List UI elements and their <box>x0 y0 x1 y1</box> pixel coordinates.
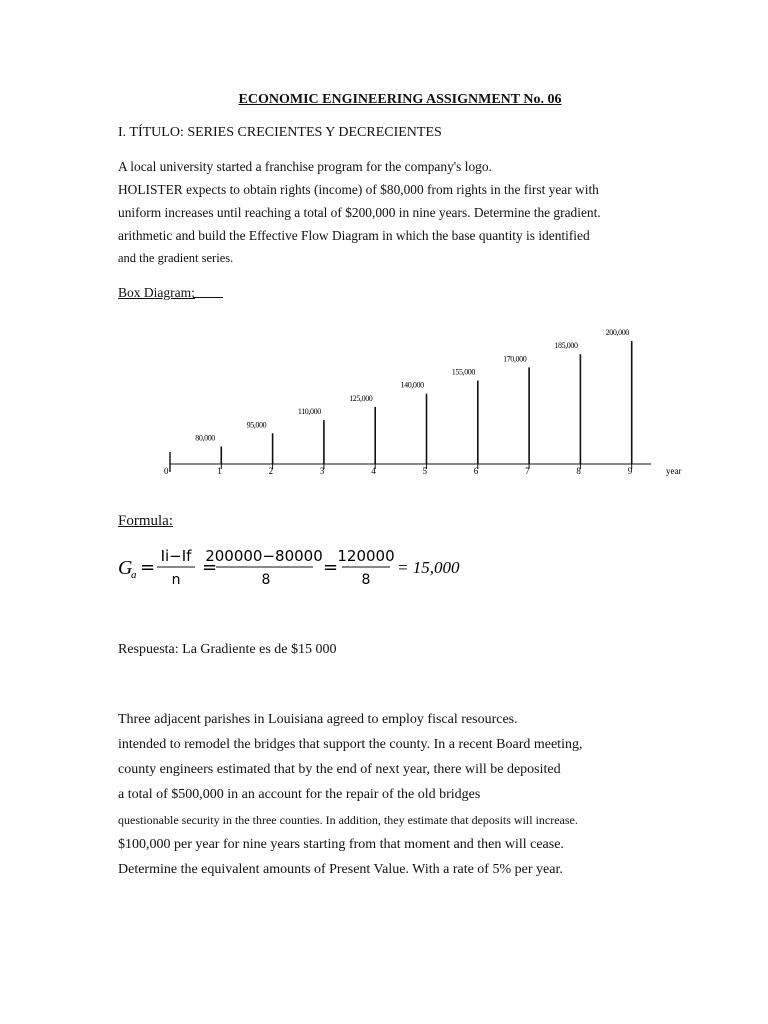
paragraph1-line: A local university started a franchise program for the company's logo. <box>118 159 492 174</box>
x-tick-label: 4 <box>371 466 376 476</box>
frac3-numerator: 120000 <box>337 547 395 565</box>
data-label: 95,000 <box>246 420 267 430</box>
x-tick-label: 6 <box>473 466 479 476</box>
data-label: 125,000 <box>349 393 373 403</box>
data-label: 140,000 <box>400 380 424 390</box>
paragraph1-line: uniform increases until reaching a total of $200,000 in nine years. Determine the gradient. <box>118 205 601 220</box>
x-tick-label: 0 <box>164 466 169 476</box>
x-tick-label: 8 <box>576 466 581 476</box>
formula-label: Formula: <box>118 513 173 529</box>
paragraph2-line: Determine the equivalent amounts of Present Value. With a rate of 5% per year. <box>118 862 563 877</box>
frac3-denominator: 8 <box>361 572 371 588</box>
frac1-denominator: n <box>171 572 181 588</box>
data-label: 110,000 <box>297 407 321 417</box>
formula-equals: = <box>202 557 218 578</box>
x-tick-label: 3 <box>319 466 325 476</box>
chart-layer <box>164 328 682 476</box>
gradient-formula <box>110 540 490 596</box>
paragraph2-line: Three adjacent parishes in Louisiana agreed to employ fiscal resources. <box>118 712 518 727</box>
data-label: 185,000 <box>554 341 578 351</box>
paragraph2-line: questionable security in the three counties. In addition, they estimate that deposits will increase. <box>118 813 578 827</box>
formula-lhs: G <box>118 557 133 579</box>
paragraph1-line: and the gradient series. <box>118 251 234 265</box>
frac1-numerator: Ii−If <box>160 547 192 565</box>
paragraph1-line: HOLISTER expects to obtain rights (income) of $80,000 from rights in the first year with <box>118 182 599 197</box>
paragraph2-line: $100,000 per year for nine years starting from that moment and then will cease. <box>118 837 564 852</box>
paragraph1-line: arithmetic and build the Effective Flow Diagram in which the base quantity is identified <box>118 228 590 243</box>
formula-equals: = <box>323 557 339 578</box>
x-tick-label: 5 <box>422 466 427 476</box>
paragraph2-line: county engineers estimated that by the end of next year, there will be deposited <box>118 762 561 777</box>
box-diagram-label: Box Diagram: <box>118 285 195 300</box>
x-tick-label: 2 <box>268 466 274 476</box>
data-label: 170,000 <box>503 354 527 364</box>
frac2-numerator: 200000−80000 <box>205 547 323 565</box>
section-heading: I. TÍTULO: SERIES CRECIENTES Y DECRECIENTES <box>118 125 442 140</box>
x-tick-label: 9 <box>627 466 633 476</box>
frac2-denominator: 8 <box>261 572 271 588</box>
document-title: ECONOMIC ENGINEERING ASSIGNMENT No. 06 <box>238 92 562 107</box>
cash-flow-diagram <box>0 0 768 500</box>
data-label: 155,000 <box>451 367 476 377</box>
answer-text: Respuesta: La Gradiente es de $15 000 <box>118 642 337 657</box>
paragraph2-line: a total of $500,000 in an account for the repair of the old bridges <box>118 787 481 802</box>
paragraph2-line: intended to remodel the bridges that support the county. In a recent Board meeting, <box>118 737 583 752</box>
x-axis-label: year <box>666 466 682 476</box>
data-label: 200,000 <box>605 328 629 337</box>
data-label: 80,000 <box>195 433 215 443</box>
x-tick-label: 7 <box>525 466 530 476</box>
formula-equals: = <box>140 557 156 578</box>
x-tick-label: 1 <box>217 466 222 476</box>
formula-lhs-sub: a <box>131 569 137 581</box>
formula-result: = 15,000 <box>397 558 460 577</box>
